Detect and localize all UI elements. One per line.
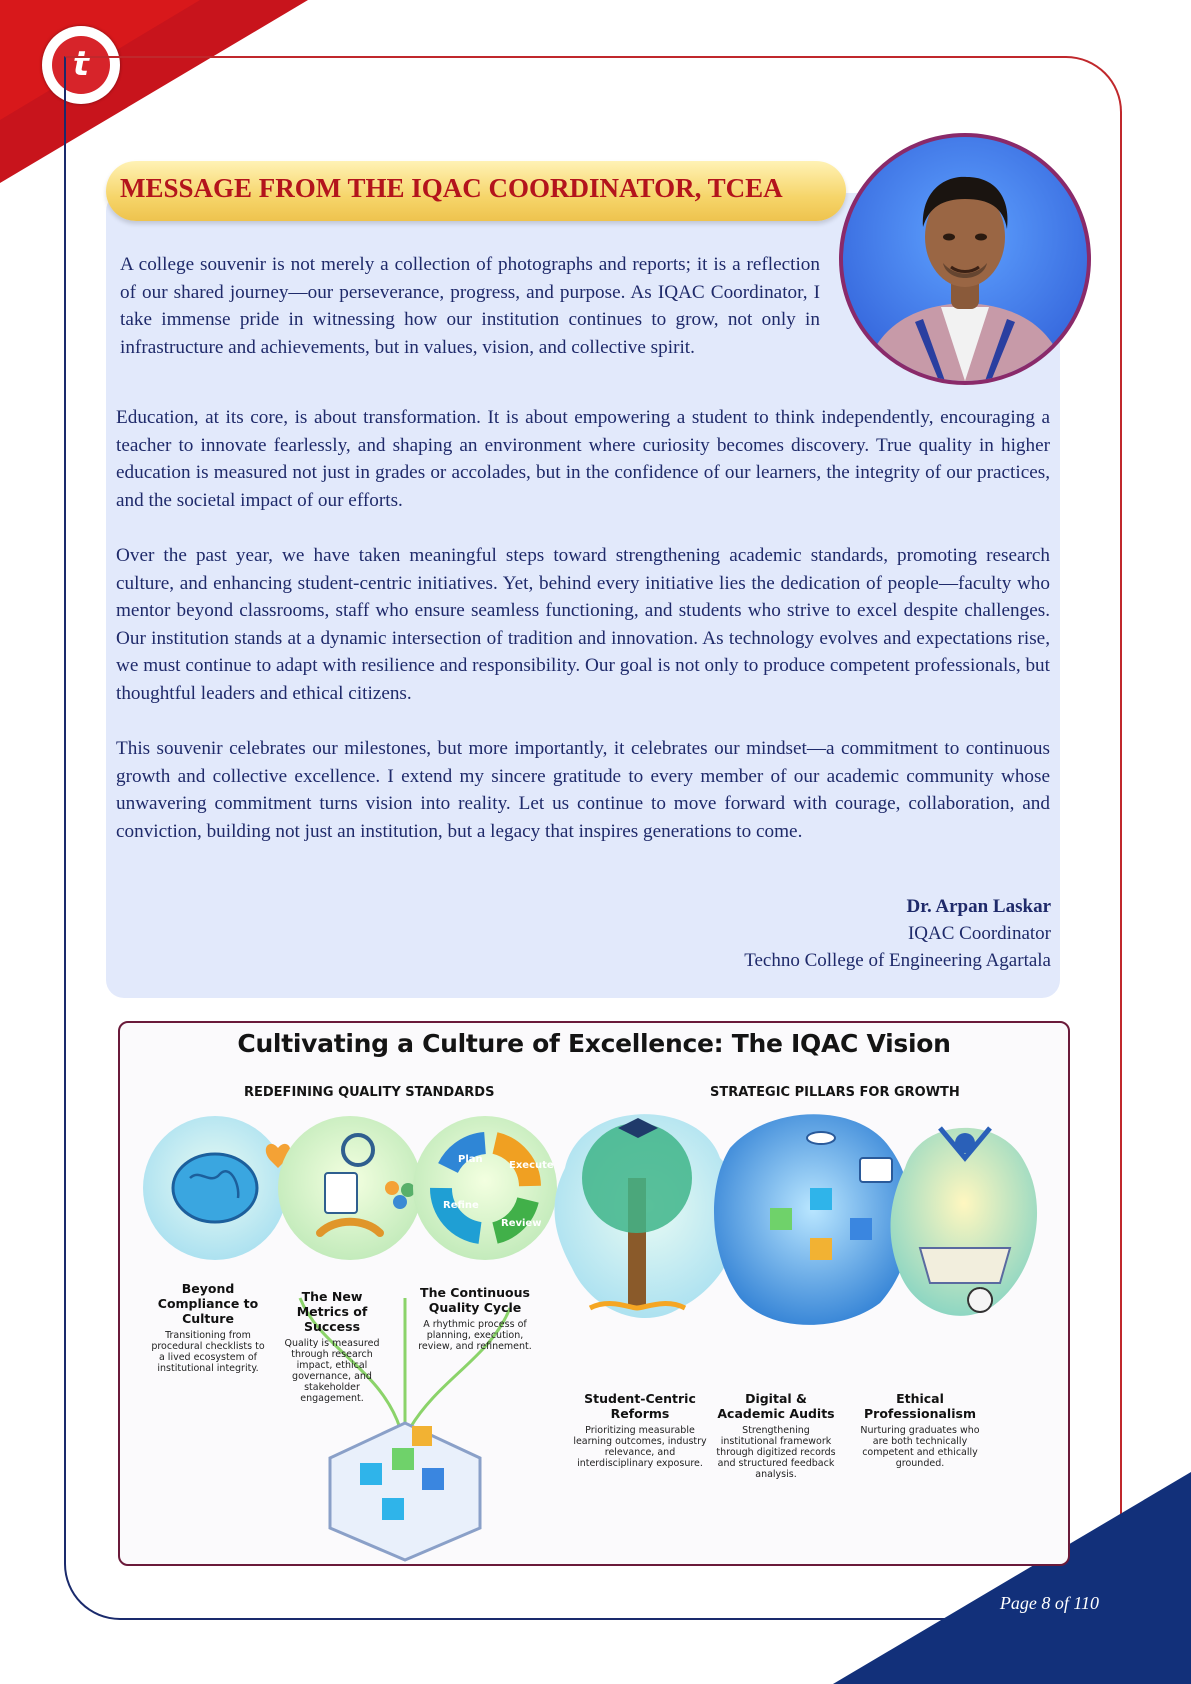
coordinator-photo xyxy=(839,133,1091,385)
message-paragraph: Over the past year, we have taken meaningful steps toward strengthening academic standards, promoting research culture, and enhancing student-centric initiatives. Yet, behind every initiative lies the dedication of people—faculty who mentor beyond classrooms, staff who ensure seamless functioning, and students who strive to excel despite challenges. Our institution stands at a dynamic intersection of tradition and innovation. As technology evolves and expectations rise, we must continue to adapt with resilience and responsibility. Our goal is not only to produce competent professionals, but thoughtful leaders and ethical citizens. xyxy=(116,545,1050,704)
coordinator-portrait-image xyxy=(843,137,1087,381)
svg-text:Refine: Refine xyxy=(443,1200,479,1211)
infographic-left-heading: REDEFINING QUALITY STANDARDS xyxy=(244,1085,495,1100)
infographic-item: Student-Centric Reforms Prioritizing measurable learning outcomes, industry relevance, and interdisciplinary exposure. xyxy=(573,1391,707,1469)
iqac-vision-infographic xyxy=(118,1021,1070,1566)
open-book-icon xyxy=(920,1248,1010,1283)
message-paragraph: Education, at its core, is about transformation. It is about empowering a student to think independently, encouraging a teacher to innovate fearlessly, and shaping an environment where curiosity becomes discovery. True quality in higher education is measured not just in grades or accolades, but in the confidence of our learners, the integrity of our practices, and the societal impact of our efforts. xyxy=(116,407,1050,511)
compass-icon xyxy=(968,1288,992,1312)
logo-mark-icon: t xyxy=(52,36,110,94)
infographic-title: Cultivating a Culture of Excellence: The IQAC Vision xyxy=(237,1029,951,1058)
infographic-item: The New Metrics of Success Quality is measured through research impact, ethical governance, and stakeholder engagement. xyxy=(284,1289,380,1404)
infographic-item: The Continuous Quality Cycle A rhythmic process of planning, execution, review, and refinement. xyxy=(418,1285,532,1352)
infographic-item: Ethical Professionalism Nurturing graduates who are both technically competent and ethically grounded. xyxy=(860,1391,980,1469)
signature-role: IQAC Coordinator xyxy=(907,923,1051,944)
message-paragraph: A college souvenir is not merely a collection of photographs and reports; it is a reflection of our shared journey—our perseverance, progress, and purpose. As IQAC Coordinator, I take immense pride in witnessing how our institution continues to grow, not only in infrastructure and achievements, but in values, vision, and collective spirit. xyxy=(120,254,820,358)
database-icon xyxy=(807,1132,835,1144)
infographic-item: Digital & Academic Audits Strengthening institutional framework through digitized records and structured feedback analysis. xyxy=(716,1391,836,1480)
page-number: Page 8 of 110 xyxy=(999,1593,1099,1613)
message-paragraph: This souvenir celebrates our milestones, but more importantly, it celebrates our mindset—a commitment to continuous growth and collective excellence. I extend my sincere gratitude to every member of our academic community whose unwavering commitment turns vision into reality. Let us continue to move forward with courage, collaboration, and conviction, building not just an institution, but a legacy that inspires generations to come. xyxy=(116,738,1050,842)
svg-text:Execute: Execute xyxy=(509,1160,554,1171)
data-cube-hub-icon xyxy=(330,1423,480,1560)
svg-text:Review: Review xyxy=(501,1218,542,1229)
infographic-right-heading: STRATEGIC PILLARS FOR GROWTH xyxy=(710,1085,960,1100)
signature-institution: Techno College of Engineering Agartala xyxy=(744,950,1051,971)
signature-block xyxy=(744,893,1051,974)
signature-name: Dr. Arpan Laskar xyxy=(906,896,1051,917)
digital-audit-icon xyxy=(714,1114,911,1325)
svg-text:Plan: Plan xyxy=(458,1154,483,1165)
infographic-item: Beyond Compliance to Culture Transitioning from procedural checklists to a lived ecosystem of institutional integrity. xyxy=(151,1281,265,1374)
title-banner xyxy=(106,161,846,221)
page-title: MESSAGE FROM THE IQAC COORDINATOR, TCEA xyxy=(120,173,783,203)
